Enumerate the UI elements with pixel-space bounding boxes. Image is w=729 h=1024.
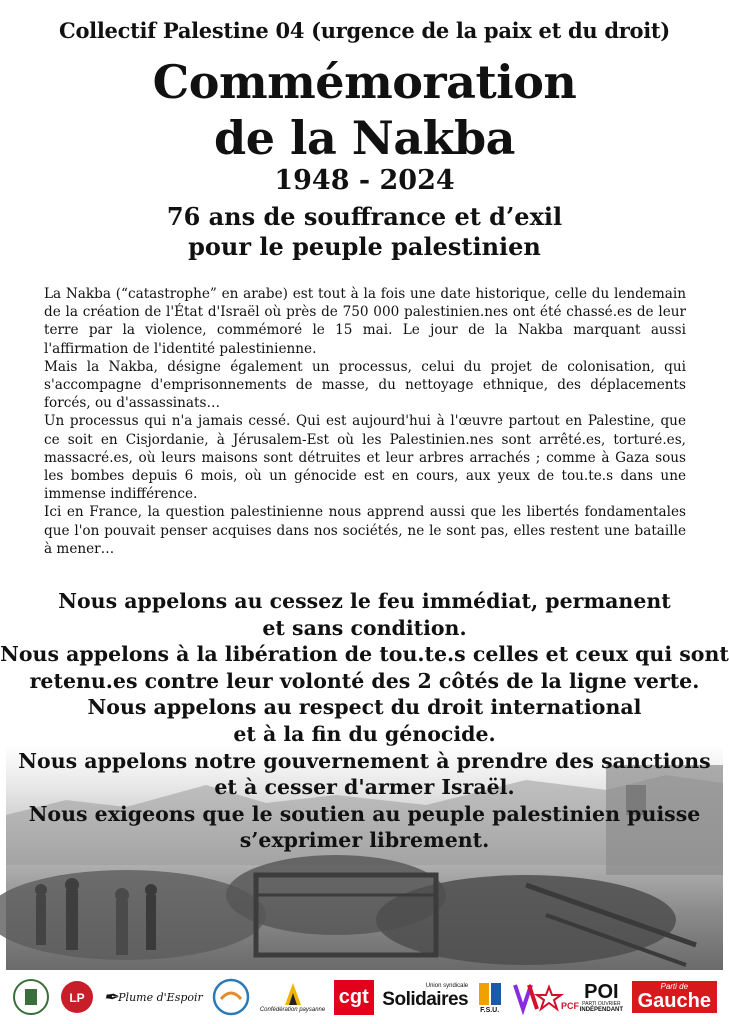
lp-logo-text: LP — [68, 991, 85, 1005]
paragraph-2: Mais la Nakba, désigne également un processus, celui du projet de colonisation, qui s'accompagne d'emprisonnements de masse, du nettoyage ethnique, des déplacements forcés, ou d'assassinats… — [44, 358, 686, 412]
confederation-paysanne-logo — [260, 975, 325, 1019]
cgt-logo — [334, 975, 374, 1019]
calls-to-action — [0, 588, 729, 854]
subtitle-line-2: pour le peuple palestinien — [188, 232, 541, 261]
call-line: Nous appelons au cessez le feu immédiat, permanent — [58, 589, 671, 613]
poi-sub2: INDÉPENDANT — [579, 1006, 624, 1013]
solidaires-small-label: Union syndicale — [425, 983, 469, 989]
call-line: s’exprimer librement. — [239, 828, 490, 853]
call-line: et sans condition. — [262, 615, 467, 640]
call-line: Nous appelons au respect du droit international — [87, 695, 642, 720]
lp-logo — [59, 975, 95, 1019]
organization-heading: Collectif Palestine 04 (urgence de la paix et du droit) — [59, 18, 670, 43]
subtitle-line-1: 76 ans de souffrance et d’exil — [166, 202, 563, 231]
pcf-logo — [511, 975, 580, 1019]
parti-de-gauche-logo — [632, 975, 717, 1019]
peace-circle-logo — [211, 975, 251, 1019]
call-line: et à la fin du génocide. — [233, 721, 496, 746]
call-line: Nous exigeons que le soutien au peuple palestinien puisse — [28, 801, 701, 826]
feather-icon: ✒ — [103, 986, 119, 1008]
poi-label: POI — [584, 980, 619, 1003]
body-text — [44, 285, 686, 558]
title-line-2: de la Nakba — [214, 111, 515, 165]
paragraph-4: Ici en France, la question palestinienne nous apprend aussi que les libertés fondamentales que l'on pouvait penser acquises dans nos sociétés, ne le sont pas, elles restent une bataille à mener… — [44, 504, 686, 557]
solidaires-logo — [382, 975, 468, 1019]
page-title — [0, 54, 729, 166]
poi-logo — [580, 975, 623, 1019]
call-line: et à cesser d'armer Israël. — [214, 775, 515, 800]
title-line-1: Commémoration — [152, 55, 577, 109]
subtitle — [0, 202, 729, 262]
solidaires-label: Solidaires — [382, 989, 469, 1010]
plume-label: Plume d'Espoir — [118, 990, 203, 1004]
call-line: Nous appelons notre gouvernement à prendre des sanctions — [18, 748, 711, 773]
fsu-label: F.S.U. — [480, 1006, 500, 1014]
confederation-label: Confédération paysanne — [259, 1007, 326, 1013]
call-line: Nous appelons à la libération de tou.te.s celles et ceux qui sont — [0, 642, 729, 667]
association-palestine-logo — [12, 975, 50, 1019]
years-range: 1948 - 2024 — [274, 165, 455, 196]
call-line: retenu.es contre leur volonté des 2 côtés de la ligne verte. — [29, 668, 700, 693]
pg-label: Gauche — [637, 990, 711, 1012]
cgt-label: cgt — [334, 980, 374, 1015]
partner-logos — [6, 970, 723, 1024]
paragraph-1: La Nakba (“catastrophe” en arabe) est tout à la fois une date historique, celle du lendemain de la création de l'État d'Israël où près de 750 000 palestinien.nes ont été chassé.es de leur terre par la violence, commémoré le 15 mai. Le jour de la Nakba marquant aussi l'affirmation de l'identité palestinienne. — [44, 286, 686, 357]
poi-sub1: PARTI OUVRIER — [582, 1000, 621, 1007]
fsu-logo — [477, 975, 503, 1019]
pg-small-label: Parti de — [660, 982, 689, 991]
pcf-label: PCF — [561, 1001, 580, 1011]
plume-espoir-logo — [103, 975, 203, 1019]
paragraph-3: Un processus qui n'a jamais cessé. Qui est aujourd'hui à l'œuvre partout en Palestine, que ce soit en Cisjordanie, à Jérusalem-Est où les Palestinien.nes sont arrêté.es, torturé.es, massacré.es, où leurs maisons sont détruites et leur arbres arrachés ; comme à Gaza sous les bombes depuis 6 mois, où un génocide est en cours, aux yeux de tou.te.s dans une immense indifférence. — [44, 413, 686, 503]
